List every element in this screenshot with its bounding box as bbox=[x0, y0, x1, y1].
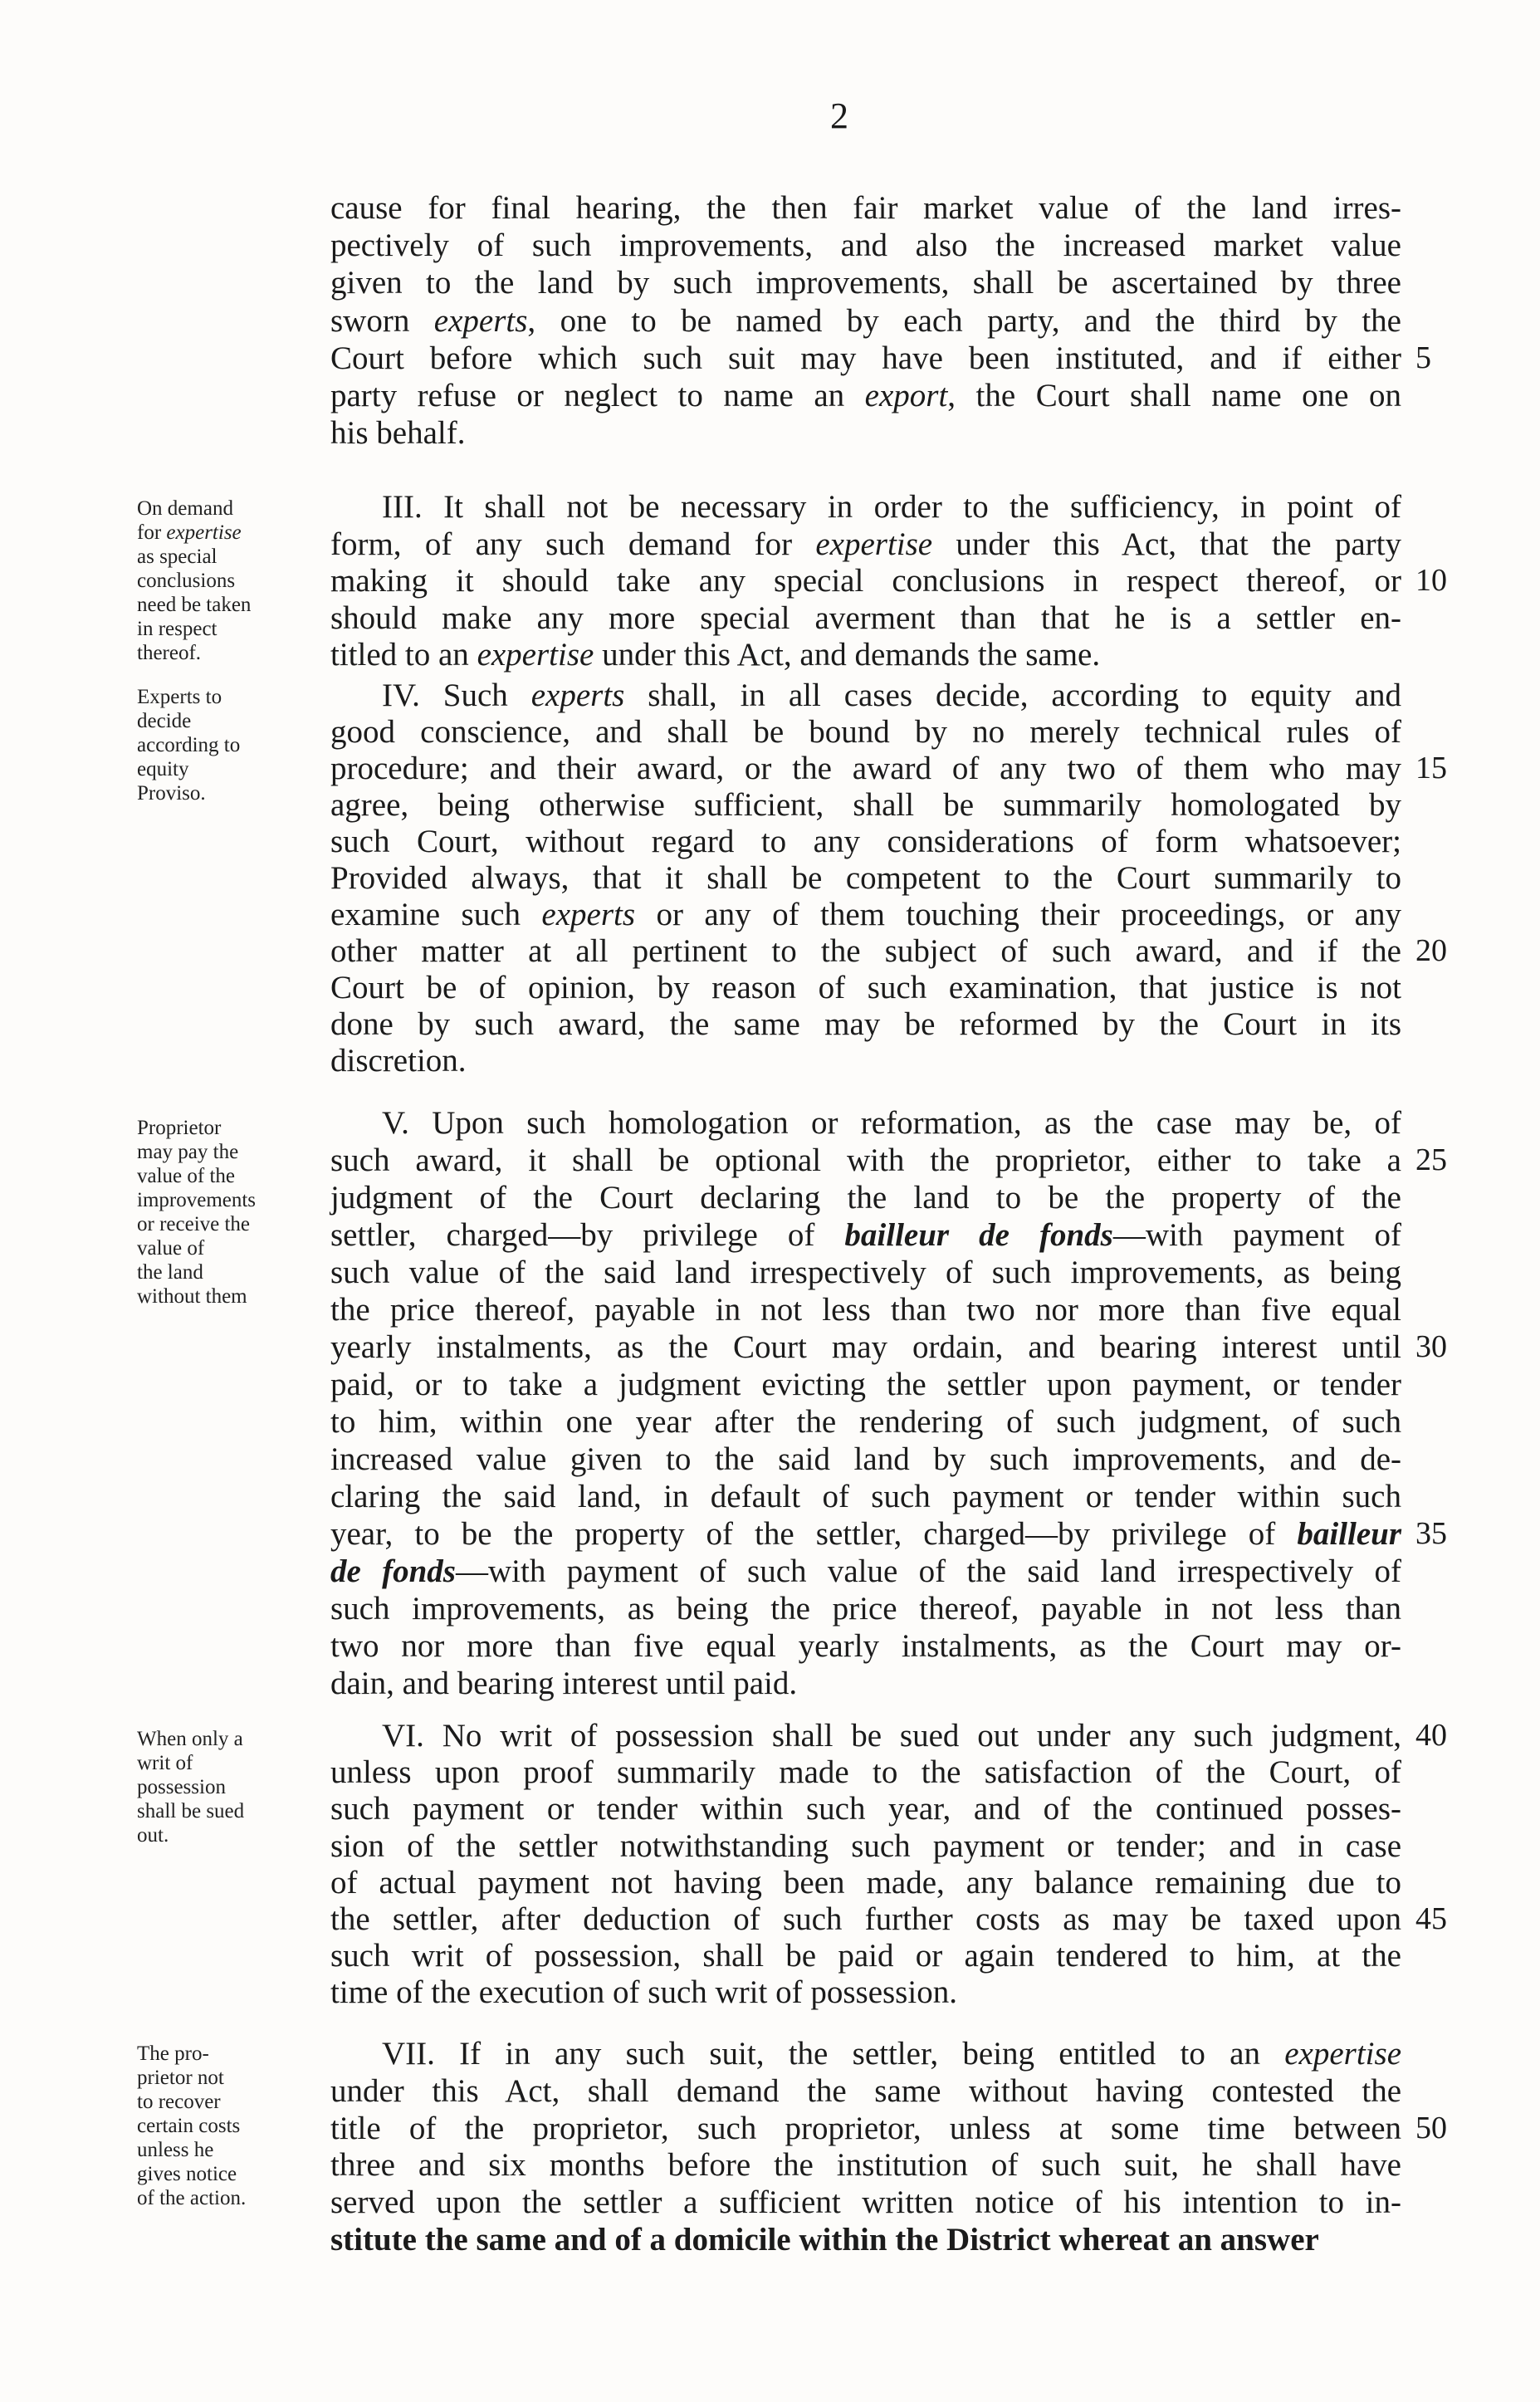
text-line: time of the execution of such writ of possession. bbox=[330, 1974, 957, 2011]
italic-term: experts bbox=[433, 302, 528, 339]
text-line: three and six months before the institution of such suit, he shall have bbox=[330, 2147, 1401, 2184]
text-line: to him, within one year after the rendering of such judgment, of such bbox=[330, 1404, 1401, 1440]
marginal-note-line: as special bbox=[137, 545, 218, 568]
line-number: 25 bbox=[1415, 1142, 1447, 1177]
text-line: done by such award, the same may be reformed by the Court in its bbox=[330, 1006, 1401, 1042]
text-line: such value of the said land irrespectively of such improvements, as being bbox=[330, 1255, 1401, 1290]
text-line: such writ of possession, shall be paid or again tendered to him, at the bbox=[330, 1938, 1401, 1974]
text-line: IV. Such experts shall, in all cases decide, according to equity and bbox=[382, 678, 1402, 713]
marginal-note-line: shall be sued bbox=[137, 1800, 245, 1822]
text-line: his behalf. bbox=[330, 415, 466, 452]
line-number: 30 bbox=[1415, 1329, 1447, 1364]
marginal-note-line: unless he bbox=[137, 2139, 214, 2161]
text-line: paid, or to take a judgment evicting the settler upon payment, or tender bbox=[330, 1367, 1401, 1402]
text-line: two nor more than five equal yearly instalments, as the Court may or- bbox=[330, 1628, 1401, 1664]
text-line: such Court, without regard to any considerations of form whatsoever; bbox=[330, 824, 1401, 859]
text-line: other matter at all pertinent to the subject of such award, and if the bbox=[330, 933, 1401, 969]
text-line: discretion. bbox=[330, 1043, 467, 1079]
line-number: 45 bbox=[1415, 1901, 1447, 1936]
text-line: sion of the settler notwithstanding such payment or tender; and in case bbox=[330, 1827, 1401, 1864]
marginal-note-line: possession bbox=[137, 1776, 226, 1798]
marginal-note-line: certain costs bbox=[137, 2115, 241, 2137]
line-number: 15 bbox=[1415, 751, 1447, 785]
text-line: the price thereof, payable in not less than two nor more than five equal bbox=[330, 1292, 1401, 1328]
text-line: settler, charged—by privilege of bailleur de fonds—with payment of bbox=[330, 1217, 1401, 1253]
text-line: making it should take any special conclusions in respect thereof, or bbox=[330, 563, 1401, 599]
marginal-note-line: to recover bbox=[137, 2091, 221, 2113]
text-line: examine such experts or any of them touching their proceedings, or any bbox=[330, 897, 1401, 932]
italic-term: expertise bbox=[477, 637, 594, 673]
text-line: yearly instalments, as the Court may ordain, and bearing interest until bbox=[330, 1329, 1401, 1365]
text-line: VI. No writ of possession shall be sued out under any such judgment, bbox=[382, 1718, 1401, 1754]
marginal-note bbox=[137, 497, 328, 665]
text-line: year, to be the property of the settler, charged—by privilege of bailleur bbox=[330, 1516, 1401, 1552]
marginal-note-line: Proprietor bbox=[137, 1117, 222, 1139]
text-line: such award, it shall be optional with the proprietor, either to take a bbox=[330, 1142, 1401, 1178]
marginal-note-line: Proviso. bbox=[137, 782, 206, 805]
text-line: unless upon proof summarily made to the satisfaction of the Court, of bbox=[330, 1754, 1401, 1791]
text-line: form, of any such demand for expertise under this Act, that the party bbox=[330, 526, 1401, 562]
line-number: 50 bbox=[1415, 2110, 1447, 2145]
text-line: dain, and bearing interest until paid. bbox=[330, 1666, 798, 1701]
marginal-note-line: prietor not bbox=[137, 2067, 224, 2089]
marginal-note-line: out. bbox=[137, 1824, 169, 1847]
marginal-note bbox=[137, 2042, 328, 2210]
marginal-note-line: equity bbox=[137, 758, 189, 780]
italic-term: experts bbox=[541, 897, 636, 932]
italic-term: export bbox=[864, 378, 948, 413]
marginal-note-line: for expertise bbox=[137, 521, 242, 544]
marginal-note bbox=[137, 1116, 328, 1309]
text-line: judgment of the Court declaring the land to be the property of the bbox=[330, 1180, 1401, 1216]
line-number: 5 bbox=[1415, 340, 1431, 375]
text-line: procedure; and their award, or the award of any two of them who may bbox=[330, 751, 1401, 786]
marginal-note-line: according to bbox=[137, 734, 241, 756]
page-number: 2 bbox=[830, 95, 848, 136]
text-line: cause for final hearing, the then fair market value of the land irres- bbox=[330, 190, 1401, 226]
line-number: 20 bbox=[1415, 933, 1447, 968]
marginal-note-line: the land bbox=[137, 1261, 203, 1284]
line-number: 40 bbox=[1415, 1718, 1447, 1753]
marginal-note-line: or receive the bbox=[137, 1213, 251, 1235]
line-number: 35 bbox=[1415, 1516, 1447, 1551]
marginal-note-line: value of bbox=[137, 1237, 205, 1260]
italic-term: de fonds bbox=[330, 1553, 456, 1589]
marginal-note-line: without them bbox=[137, 1285, 247, 1308]
text-line: increased value given to the said land by such improvements, and de- bbox=[330, 1441, 1401, 1477]
text-line: pectively of such improvements, and also the increased market value bbox=[330, 227, 1401, 264]
italic-term: experts bbox=[530, 678, 625, 713]
text-line: under this Act, shall demand the same without having contested the bbox=[330, 2072, 1401, 2109]
marginal-note-line: may pay the bbox=[137, 1141, 239, 1163]
text-line: de fonds—with payment of such value of the said land irrespectively of bbox=[330, 1553, 1401, 1589]
marginal-note bbox=[137, 1727, 328, 1847]
text-line: Court be of opinion, by reason of such examination, that justice is not bbox=[330, 970, 1401, 1005]
marginal-note-line: in respect bbox=[137, 618, 218, 640]
text-line: sworn experts, one to be named by each party, and the third by the bbox=[330, 302, 1401, 339]
text-line: agree, being otherwise sufficient, shall be summarily homologated by bbox=[330, 787, 1401, 823]
text-line: served upon the settler a sufficient written notice of his intention to in- bbox=[330, 2184, 1401, 2221]
text-line: good conscience, and shall be bound by no merely technical rules of bbox=[330, 714, 1401, 750]
italic-term: expertise bbox=[815, 526, 933, 562]
marginal-note-line: decide bbox=[137, 710, 192, 732]
marginal-note-line: gives notice bbox=[137, 2163, 237, 2185]
text-line: Provided always, that it shall be competent to the Court summarily to bbox=[330, 860, 1401, 896]
text-line: given to the land by such improvements, shall be ascertained by three bbox=[330, 265, 1401, 301]
marginal-note-line: thereof. bbox=[137, 642, 202, 664]
marginal-note-line: need be taken bbox=[137, 594, 252, 616]
marginal-note-line: conclusions bbox=[137, 570, 236, 592]
text-line: such improvements, as being the price thereof, payable in not less than bbox=[330, 1591, 1401, 1627]
text-line: such payment or tender within such year, and of the continued posses- bbox=[330, 1791, 1401, 1827]
marginal-note-line: On demand bbox=[137, 497, 233, 520]
marginal-note-line: Experts to bbox=[137, 686, 222, 708]
text-line: V. Upon such homologation or reformation, as the case may be, of bbox=[382, 1105, 1401, 1141]
marginal-note-line: The pro- bbox=[137, 2042, 209, 2065]
marginal-note-line: writ of bbox=[137, 1752, 193, 1774]
marginal-note-line: value of the bbox=[137, 1165, 236, 1187]
text-line: party refuse or neglect to name an export, the Court shall name one on bbox=[330, 378, 1401, 413]
text-line: of actual payment not having been made, any balance remaining due to bbox=[330, 1864, 1401, 1901]
marginal-note bbox=[137, 685, 328, 805]
marginal-note-line: improvements bbox=[137, 1189, 257, 1211]
text-line: VII. If in any such suit, the settler, being entitled to an expertise bbox=[382, 2036, 1401, 2072]
line-number: 10 bbox=[1415, 563, 1447, 598]
italic-term: expertise bbox=[1284, 2036, 1401, 2072]
text-line: stitute the same and of a domicile within the District whereat an answer bbox=[330, 2222, 1319, 2258]
text-line: should make any more special averment than that he is a settler en- bbox=[330, 599, 1401, 636]
text-line: the settler, after deduction of such further costs as may be taxed upon bbox=[330, 1901, 1401, 1937]
italic-term: expertise bbox=[166, 521, 242, 544]
marginal-note-line: of the action. bbox=[137, 2187, 247, 2209]
text-line: titled to an expertise under this Act, and demands the same. bbox=[330, 637, 1101, 673]
text-line: claring the said land, in default of such payment or tender within such bbox=[330, 1479, 1401, 1514]
text-line: title of the proprietor, such proprietor, unless at some time between bbox=[330, 2110, 1401, 2146]
text-line: III. It shall not be necessary in order to the sufficiency, in point of bbox=[382, 489, 1401, 525]
italic-term: bailleur de fonds bbox=[844, 1217, 1113, 1253]
italic-term: bailleur bbox=[1297, 1516, 1401, 1552]
text-line: Court before which such suit may have been instituted, and if either bbox=[330, 340, 1401, 376]
marginal-note-line: When only a bbox=[137, 1728, 243, 1750]
